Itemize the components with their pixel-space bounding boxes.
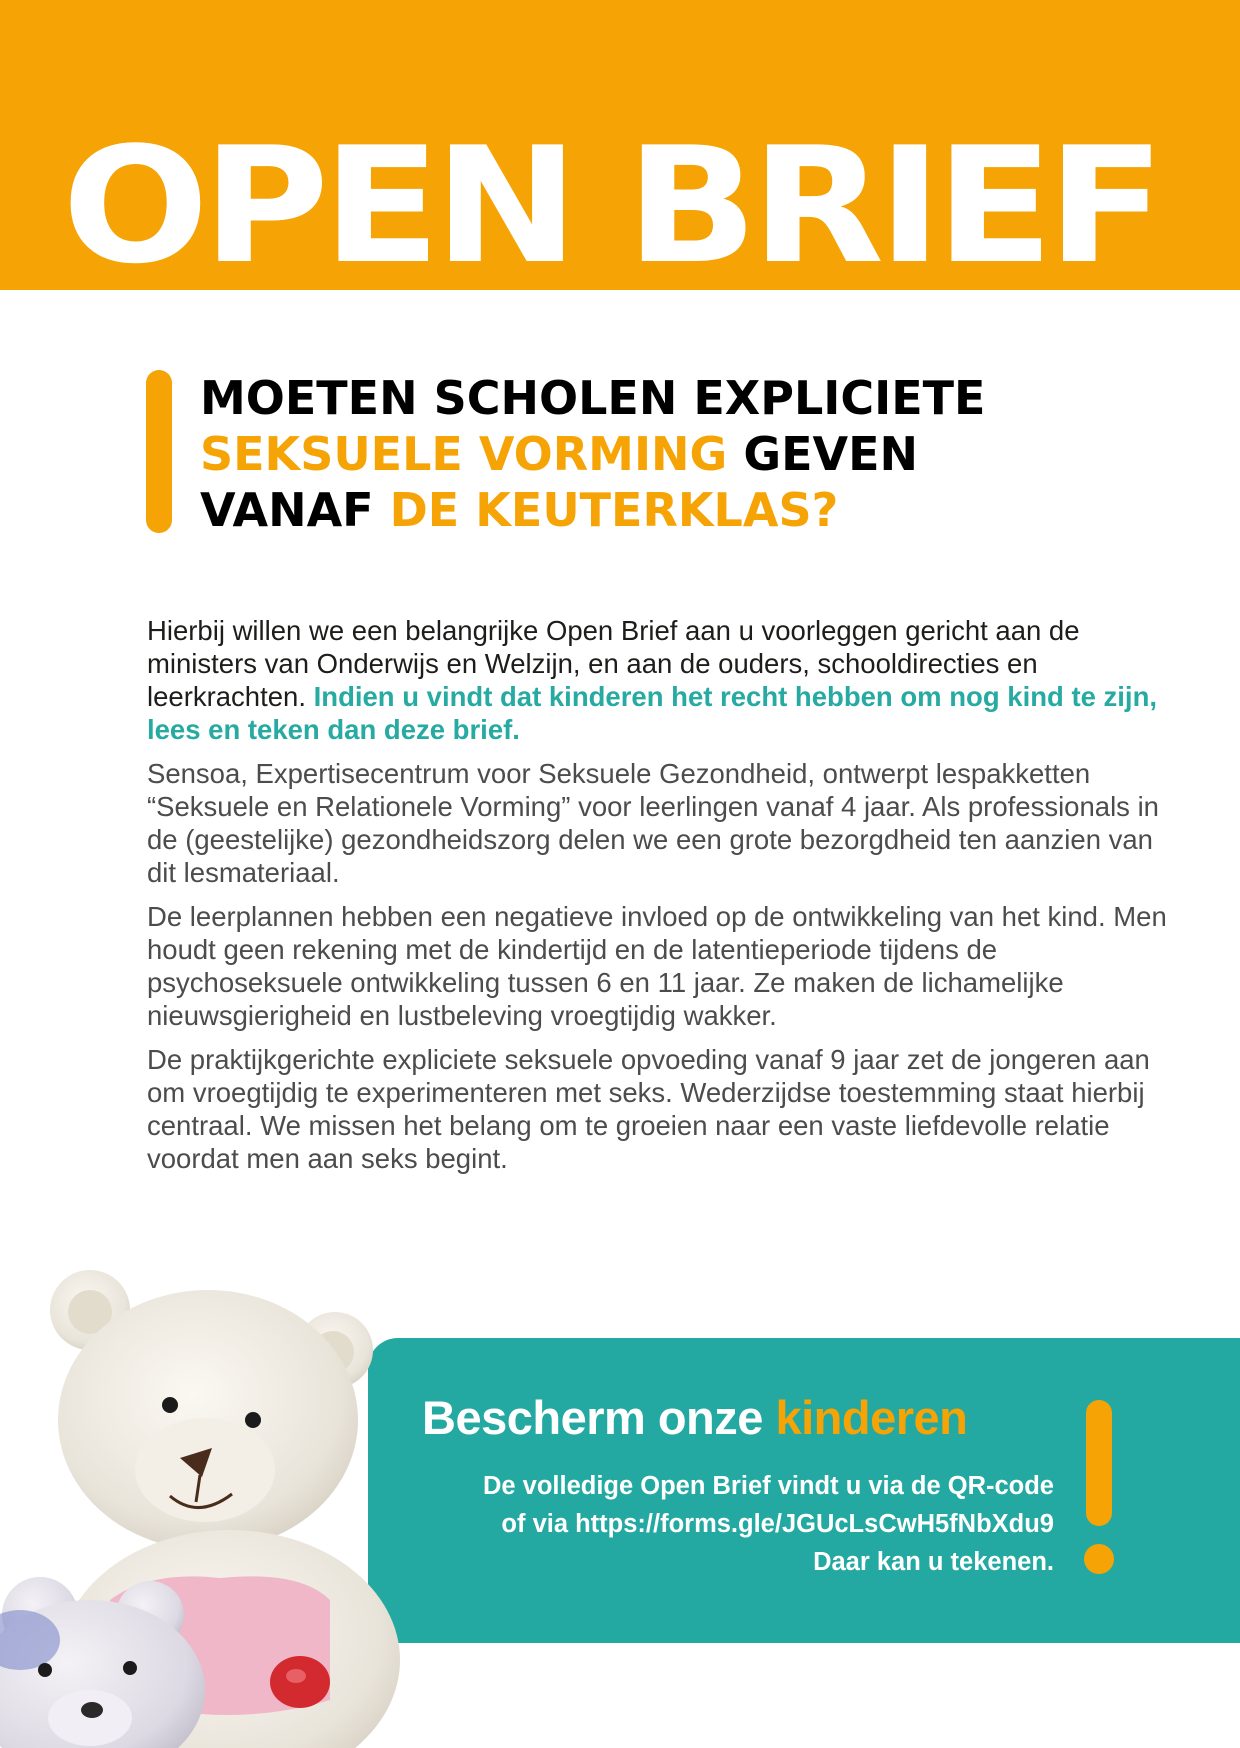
page-title: OPEN BRIEF — [62, 112, 1159, 290]
question-highlight-2: DE KEUTERKLAS? — [389, 483, 839, 537]
callout-line-1: De volledige Open Brief vindt u via de QR-code — [482, 1472, 1054, 1500]
callout-link[interactable]: of via https://forms.gle/JGUcLsCwH5fNbXdu9 — [501, 1510, 1054, 1538]
callout-title-start: Bescherm onze — [422, 1391, 776, 1444]
teddy-bears-photo — [0, 1270, 450, 1748]
question-highlight-1: SEKSUELE VORMING — [200, 427, 728, 481]
question-line-2-rest: GEVEN — [727, 427, 919, 481]
question-line-2 — [200, 426, 1100, 482]
intro-highlight: Indien u vindt dat kinderen het recht hebben om nog kind te zijn, lees en teken dan deze brief. — [147, 681, 1158, 745]
question-line-3-start: VANAF — [200, 483, 390, 537]
bear-eye-right — [245, 1412, 261, 1428]
header-band — [0, 0, 1240, 290]
callout-title-accent: kinderen — [775, 1391, 968, 1444]
intro-paragraph — [147, 614, 1187, 746]
question-line-3 — [200, 482, 1100, 538]
callout-text — [380, 1467, 1054, 1581]
question-line-1: MOETEN SCHOLEN EXPLICIETE — [200, 371, 986, 425]
exclamation-icon — [1086, 1400, 1112, 1526]
callout-title — [422, 1390, 967, 1445]
intro-text: Hierbij willen we een belangrijke Open Brief aan u voorleggen gericht aan de ministers van Onderwijs en Welzijn, en aan de ouders, schooldirecties en leerkrachten. — [147, 615, 1080, 712]
bear-eye-left — [162, 1397, 178, 1413]
paragraph-leerplannen: De leerplannen hebben een negatieve invloed op de ontwikkeling van het kind. Men houdt geen rekening met de kindertijd en de latentieperiode tijdens de psychoseksuele ontwikkeling tussen 6 en 11 jaar. Ze maken de lichamelijke nieuwsgierigheid en lustbeleving vroegtijdig wakker. — [147, 901, 1167, 1031]
paragraph-sensoa: Sensoa, Expertisecentrum voor Seksuele Gezondheid, ontwerpt lespakketten “Seksuele en Relationele Vorming” voor leerlingen vanaf 4 jaar. Als professionals in de (geestelijke) gezondheidszorg delen we een grote bezorgdheid ten aanzien van dit lesmateriaal. — [147, 758, 1159, 888]
paragraph-praktijk: De praktijkgerichte expliciete seksuele opvoeding vanaf 9 jaar zet de jongeren aan om vroegtijdig te experimenteren met seks. Wederzijdse toestemming staat hierbij centraal. We missen het belang om te groeien naar een vaste liefdevolle relatie voordat men aan seks begint. — [147, 1044, 1150, 1174]
question-accent-bar — [146, 370, 172, 533]
headline-question — [200, 370, 1100, 538]
callout-line-3: Daar kan u tekenen. — [813, 1548, 1054, 1576]
exclamation-dot — [1084, 1544, 1114, 1574]
letter-body — [147, 614, 1187, 1186]
